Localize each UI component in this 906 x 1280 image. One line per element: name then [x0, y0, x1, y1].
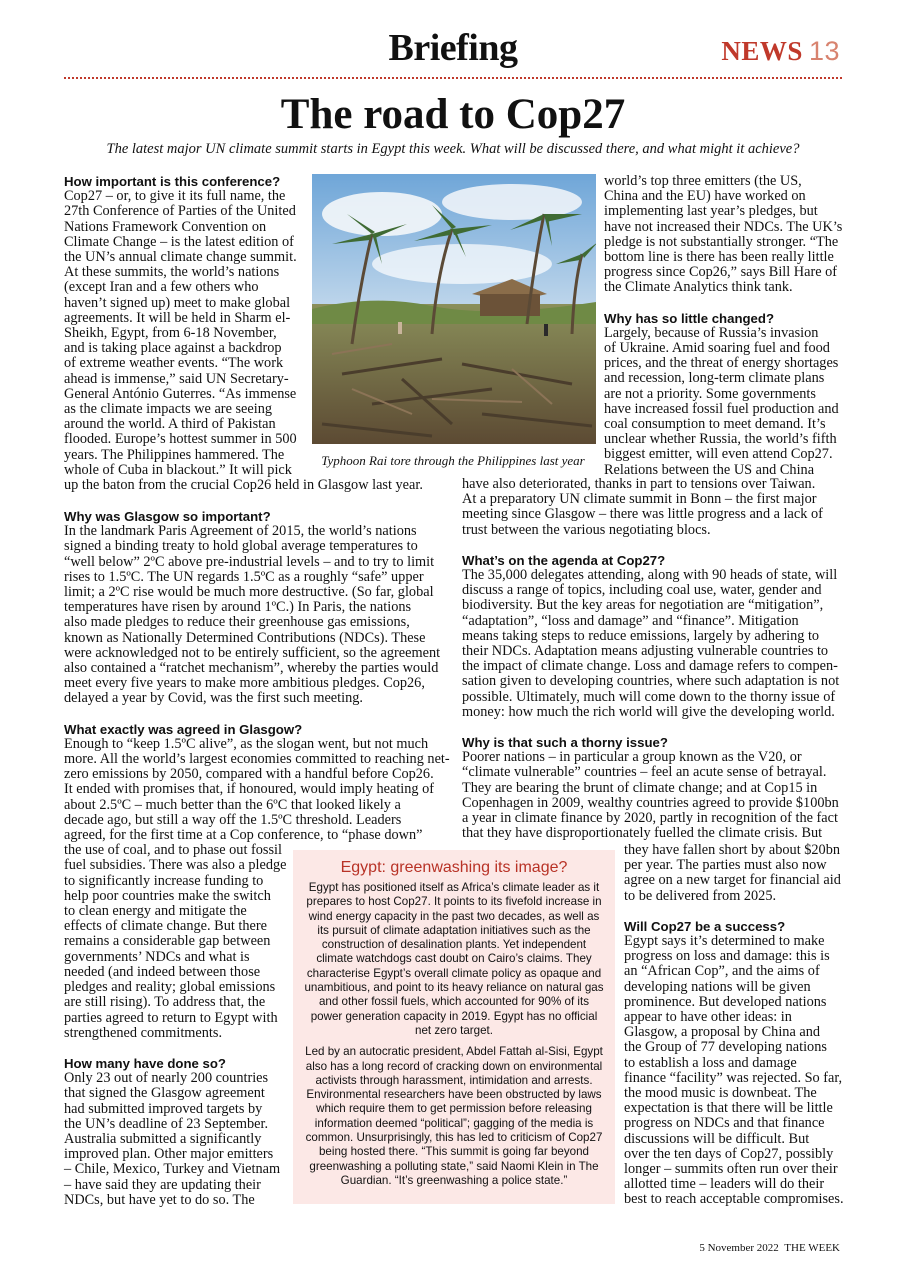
- body-line: expectation is that there will be little: [624, 1100, 833, 1117]
- body-line: signed a binding treaty to hold global average temperatures to: [64, 538, 418, 555]
- body-line: an “African Cop”, and the aims of: [624, 963, 820, 980]
- body-line: and is taking place against a backdrop: [64, 340, 282, 357]
- body-line: to significantly increase funding to: [64, 872, 264, 889]
- body-line: a year in climate finance by 2020, partly in recognition of the fact: [462, 810, 838, 827]
- sidebar-body: [303, 881, 605, 1188]
- body-line: ahead is immense,” said UN Secretary-: [64, 370, 289, 387]
- body-line: the Climate Analytics think tank.: [604, 279, 793, 296]
- body-line: progress on NDCs and that finance: [624, 1115, 825, 1132]
- body-line: It ended with promises that, if honoured, would imply heating of: [64, 781, 435, 798]
- body-line: of extreme weather events. “The work: [64, 355, 284, 372]
- section-heading: Why is that such a thorny issue?: [462, 735, 668, 751]
- body-line: longer – summits often run over their: [624, 1161, 838, 1178]
- body-line: agreed, for the first time at a Cop conference, to “phase down”: [64, 827, 423, 844]
- sidebar-paragraph: Led by an autocratic president, Abdel Fattah al-Sisi, Egypt also has a long record of cracking down on environmental activists through harassment, intimidation and arrests. Environmental researchers have been obstructed by laws which require them to get permission before releasing information deemed “political”; gagging of the media is common. Unsurprisingly, this has led to criticism of Cop27 being hosted there. “This summit is going far beyond greenwashing a polluting state,” said Naomi Klein in The Guardian. “It’s greenwashing a police state.”: [305, 1045, 603, 1187]
- body-line: 27th Conference of Parties of the United: [64, 203, 296, 220]
- page-footer: [699, 1242, 840, 1254]
- body-line: Climate Change – is the latest edition of: [64, 233, 294, 250]
- body-line: to clean energy and mitigate the: [64, 903, 247, 920]
- footer-publication: THE WEEK: [784, 1242, 840, 1254]
- body-line: China and the EU) have worked on: [604, 188, 806, 205]
- body-line: as the climate impacts we are seeing: [64, 401, 273, 418]
- body-line: agree on a new target for financial aid: [624, 872, 841, 889]
- body-line: parties agreed to return to Egypt with: [64, 1009, 278, 1026]
- body-line: Copenhagen in 2009, wealthy countries agreed to provide $100bn: [462, 794, 839, 811]
- body-line: about 2.5ºC – much better than the 6ºC that looked likely a: [64, 796, 401, 813]
- body-line: money: how much the rich world will give the developing world.: [462, 703, 835, 720]
- body-line: General António Guterres. “As immense: [64, 385, 297, 402]
- body-line: are not a priority. Some governments: [604, 385, 816, 402]
- body-line: have increased fossil fuel production and: [604, 400, 839, 417]
- body-line: to establish a loss and damage: [624, 1054, 797, 1071]
- body-line: appear to have other ideas: in: [624, 1009, 792, 1026]
- section-heading: What’s on the agenda at Cop27?: [462, 552, 666, 568]
- body-line: implementing last year’s pledges, but: [604, 203, 818, 220]
- body-line: known as Nationally Determined Contributions (NDCs). These: [64, 629, 426, 646]
- body-line: zero emissions by 2050, compared with a handful before Cop26.: [64, 766, 434, 783]
- body-line: strengthened commitments.: [64, 1024, 223, 1041]
- body-line: biodiversity. But the key areas for negotiation are “mitigation”,: [462, 597, 824, 614]
- body-line: fuel subsidies. There was also a pledge: [64, 857, 287, 874]
- sidebar-paragraph: Egypt has positioned itself as Africa’s climate leader as it prepares to host Cop27. It points to its fivefold increase in wind energy capacity in the past two decades, as well as its pursuit of climate adaptation initiatives such as the construction of desalination plants. Yet independent climate watchdogs cast doubt on Cairo’s claims. They characterise Egypt’s overall climate policy as opaque and unambitious, and point to its heavy reliance on natural gas and other fossil fuels, which accounted for 90% of its power generation capacity in 2019. Egypt has no official net zero target.: [304, 881, 604, 1037]
- body-line: the mood music is downbeat. The: [624, 1085, 817, 1102]
- egypt-sidebar-box: [293, 850, 615, 1204]
- body-line: decade ago, but still a way off the 1.5ºC threshold. Leaders: [64, 811, 402, 828]
- body-line: Relations between the US and China: [604, 461, 815, 478]
- body-line: were acknowledged not to be entirely sufficient, so the agreement: [64, 644, 441, 661]
- page-number: 13: [808, 36, 840, 66]
- body-line: limit; a 2ºC rise would be much more destructive. (So far, global: [64, 584, 434, 601]
- body-line: governments’ NDCs and what is: [64, 948, 250, 965]
- section-heading: How many have done so?: [64, 1055, 226, 1071]
- photo-caption: Typhoon Rai tore through the Philippines last year: [321, 453, 585, 468]
- body-line: pledges and reality; global emissions: [64, 979, 276, 996]
- body-line: Glasgow, a proposal by China and: [624, 1024, 821, 1041]
- news-label-text: NEWS: [721, 36, 803, 66]
- body-line: world’s top three emitters (the US,: [604, 173, 802, 189]
- body-line: up the baton from the crucial Cop26 held in Glasgow last year.: [64, 477, 423, 494]
- body-line: At a preparatory UN climate summit in Bonn – the first major: [462, 491, 817, 508]
- body-line: are still rising). To address that, the: [64, 994, 266, 1011]
- body-line: prominence. But developed nations: [624, 993, 827, 1010]
- section-how-important: [64, 174, 434, 493]
- section-title: Briefing: [388, 27, 518, 69]
- body-line: they have fallen short by about $20bn: [624, 842, 840, 858]
- body-line: meet every five years to make more ambitious pledges. Cop26,: [64, 675, 425, 692]
- body-line: meeting since Glasgow – there was little progress and a lack of: [462, 506, 823, 523]
- body-line: coal consumption to meet demand. It’s: [604, 416, 826, 433]
- body-line: possible. Ultimately, much will come down to the thorny issue of: [462, 688, 836, 705]
- body-line: Cop27 – or, to give it its full name, the: [64, 188, 286, 205]
- body-line: have also deteriorated, thanks in part to tensions over Taiwan.: [462, 476, 816, 492]
- section-success: [624, 843, 864, 1208]
- section-heading: Will Cop27 be a success?: [624, 918, 786, 934]
- body-line: per year. The parties must also now: [624, 857, 827, 874]
- body-line: They are bearing the brunt of climate change; and at Cop15 in: [462, 779, 818, 796]
- body-line: rises to 1.5ºC. The UN regards 1.5ºC as a roughly “safe” upper: [64, 568, 424, 585]
- body-line: NDCs, but have yet to do so. The: [64, 1191, 255, 1208]
- body-line: remains a considerable gap between: [64, 933, 271, 950]
- body-line: the use of coal, and to phase out fossil: [64, 842, 282, 859]
- body-line: the impact of climate change. Loss and damage refers to compen-: [462, 658, 838, 675]
- body-line: bottom line is there has been really little: [604, 249, 834, 266]
- body-line: help poor countries make the switch: [64, 887, 271, 904]
- body-line: means taking steps to reduce emissions, largely by adhering to: [462, 627, 820, 644]
- body-line: Nations Framework Convention on: [64, 218, 267, 235]
- body-line: haven’t signed up) meet to make global: [64, 294, 291, 311]
- body-line: also made pledges to reduce their greenhouse gas emissions,: [64, 614, 410, 631]
- body-line: progress since Cop26,” says Bill Hare of: [604, 264, 838, 281]
- body-line: finance “facility” was rejected. So far,: [624, 1069, 843, 1086]
- body-line: Egypt says it’s determined to make: [624, 933, 825, 950]
- body-line: progress on loss and damage: this is: [624, 948, 830, 965]
- body-line: that they have disproportionately fuelled the climate crisis. But: [462, 825, 823, 842]
- body-line: that signed the Glasgow agreement: [64, 1085, 265, 1102]
- body-line: “climate vulnerable” countries – feel an acute sense of betrayal.: [462, 764, 827, 781]
- article-title: The road to Cop27: [280, 91, 626, 138]
- body-line: over the ten days of Cop27, possibly: [624, 1145, 834, 1162]
- body-line: The 35,000 delegates attending, along with 90 heads of state, will: [462, 567, 838, 584]
- body-line: temperatures have risen by around 1ºC.) In Paris, the nations: [64, 599, 412, 616]
- section-heading: Why was Glasgow so important?: [64, 509, 271, 524]
- body-line: Enough to “keep 1.5ºC alive”, as the slogan went, but not much: [64, 735, 429, 752]
- body-line: also contained a “ratchet mechanism”, whereby the parties would: [64, 660, 439, 677]
- body-line: sation given to developing countries, where such adaptation is not: [462, 673, 840, 690]
- body-line: prices, and the threat of energy shortages: [604, 355, 839, 372]
- body-line: the UN’s annual climate change summit.: [64, 249, 297, 266]
- body-line: Largely, because of Russia’s invasion: [604, 324, 819, 341]
- body-line: “well below” 2ºC above pre-industrial levels – and to try to limit: [64, 553, 435, 570]
- body-line: delayed a year by Covid, was the first such meeting.: [64, 690, 363, 707]
- body-line: Sheikh, Egypt, from 6-18 November,: [64, 325, 277, 342]
- body-line: had submitted improved targets by: [64, 1100, 263, 1117]
- body-line: their NDCs. Adaptation means adjusting vulnerable countries to: [462, 643, 829, 660]
- body-line: the Group of 77 developing nations: [624, 1039, 827, 1056]
- body-line: years. The Philippines hammered. The: [64, 446, 285, 463]
- body-line: and recession, long-term climate plans: [604, 370, 825, 387]
- body-line: around the world. A third of Pakistan: [64, 416, 276, 433]
- body-line: – Chile, Mexico, Turkey and Vietnam: [64, 1161, 281, 1178]
- body-line: flooded. Europe’s hottest summer in 500: [64, 431, 297, 448]
- body-line: whole of Cuba in blackout.” It will pick: [64, 461, 292, 478]
- body-line: (except Iran and a few others who: [64, 279, 259, 296]
- body-line: pledge is not substantially stronger. “The: [604, 233, 839, 250]
- body-line: Only 23 out of nearly 200 countries: [64, 1070, 269, 1087]
- body-line: In the landmark Paris Agreement of 2015, the world’s nations: [64, 523, 417, 540]
- header-divider: [64, 77, 842, 79]
- section-little-changed-continued: [462, 477, 857, 841]
- body-line: developing nations will be given: [624, 978, 811, 995]
- body-line: effects of climate change. But there: [64, 918, 267, 935]
- section-heading: How important is this conference?: [64, 174, 281, 189]
- body-line: have not increased their NDCs. The UK’s: [604, 218, 843, 235]
- body-line: At these summits, the world’s nations: [64, 264, 280, 281]
- body-line: discuss a range of topics, including coal use, water, gender and: [462, 582, 822, 599]
- body-line: unclear whether Russia, the world’s fifth: [604, 431, 837, 448]
- article-standfirst: The latest major UN climate summit starts in Egypt this week. What will be discussed there, and what might it achieve?: [106, 141, 800, 157]
- body-line: agreements. It will be held in Sharm el-: [64, 309, 291, 326]
- body-line: Poorer nations – in particular a group known as the V20, or: [462, 749, 802, 766]
- body-line: biggest emitter, will even attend Cop27.: [604, 446, 833, 463]
- section-heading: Why has so little changed?: [604, 310, 774, 326]
- section-how-many-continued: [604, 174, 854, 478]
- section-heading: What exactly was agreed in Glasgow?: [64, 721, 303, 737]
- body-line: allotted time – leaders will do their: [624, 1176, 825, 1193]
- body-line: discussions will be difficult. But: [624, 1130, 810, 1147]
- footer-date: 5 November 2022: [699, 1242, 779, 1254]
- body-line: more. All the world’s largest economies committed to reaching net-: [64, 751, 450, 768]
- body-line: – have said they are updating their: [64, 1176, 261, 1193]
- body-line: needed (and indeed between those: [64, 963, 261, 980]
- body-line: trust between the various negotiating blocs.: [462, 521, 711, 538]
- body-line: the UN’s deadline of 23 September.: [64, 1115, 269, 1132]
- body-line: to be delivered from 2025.: [624, 887, 777, 904]
- news-label: [721, 36, 840, 67]
- sidebar-title: Egypt: greenwashing its image?: [340, 859, 568, 876]
- body-line: improved plan. Other major emitters: [64, 1146, 274, 1163]
- body-line: of Ukraine. Amid soaring fuel and food: [604, 340, 830, 357]
- body-line: Australia submitted a significantly: [64, 1130, 262, 1147]
- body-line: best to reach acceptable compromises.: [624, 1191, 844, 1208]
- body-line: “adaptation”, “loss and damage” and “finance”. Mitigation: [462, 612, 799, 629]
